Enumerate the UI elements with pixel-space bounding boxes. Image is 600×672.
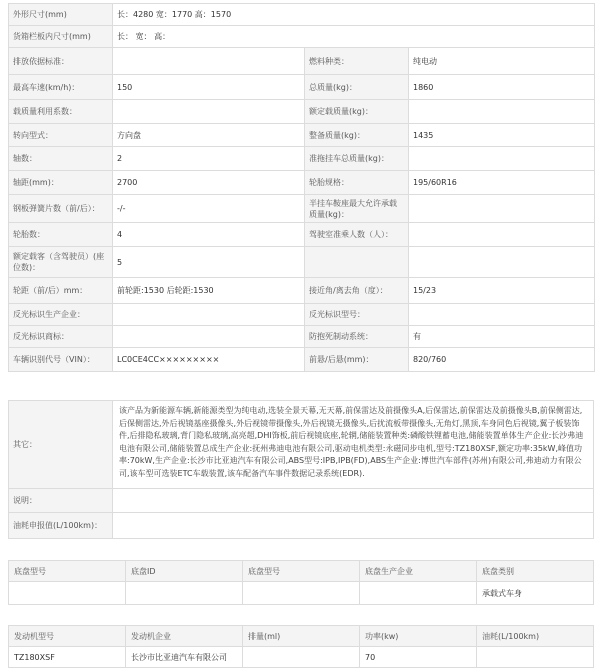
spec-label: 驾驶室准乘人数（人）： [305, 223, 409, 247]
spec-label: 总质量(kg)： [305, 75, 409, 100]
spec-label: 轮胎规格： [305, 171, 409, 195]
spec-label: 轴数： [9, 147, 113, 171]
engine-header: 发动机企业 [126, 626, 243, 647]
spec-value [409, 195, 595, 223]
spec-row-cargo-box [9, 26, 595, 48]
spec-label: 货箱栏板内尺寸(mm) [9, 26, 113, 48]
spec-value: 前轮距:1530 后轮距:1530 [113, 278, 305, 304]
notes-row-other [9, 401, 594, 489]
spec-label: 整备质量(kg)： [305, 124, 409, 147]
engine-header: 排量(ml) [243, 626, 360, 647]
spec-value: 5 [113, 247, 305, 278]
chassis-header: 底盘型号 [243, 561, 360, 582]
notes-row-fuel [9, 513, 594, 539]
spec-label: 轴距(mm)： [9, 171, 113, 195]
spec-value: 195/60R16 [409, 171, 595, 195]
spec-value: 4 [113, 223, 305, 247]
spec-label: 排放依据标准： [9, 48, 113, 75]
engine-header: 功率(kw) [360, 626, 477, 647]
vin-value: LC0CE4CC××××××××× [113, 348, 305, 372]
spec-label [305, 247, 409, 278]
spec-label: 燃料种类： [305, 48, 409, 75]
spec-value: 2700 [113, 171, 305, 195]
spec-value [409, 247, 595, 278]
spec-label: 轮胎数： [9, 223, 113, 247]
spec-label: 防抱死制动系统： [305, 326, 409, 348]
spec-label: 半挂车鞍座最大允许承载质量(kg)： [305, 195, 409, 223]
spec-label: 准拖挂车总质量(kg)： [305, 147, 409, 171]
spec-value: -/- [113, 195, 305, 223]
engine-header: 发动机型号 [9, 626, 126, 647]
remark-label: 说明： [9, 489, 113, 513]
spec-value: 纯电动 [409, 48, 595, 75]
spec-label: 反光标识商标： [9, 326, 113, 348]
spec-value [113, 326, 305, 348]
other-label: 其它： [9, 401, 113, 489]
engine-cell: 70 [360, 647, 477, 668]
spec-row [9, 223, 595, 247]
spec-row [9, 278, 595, 304]
notes-row-remark [9, 489, 594, 513]
spec-value [409, 147, 595, 171]
chassis-cell [9, 582, 126, 605]
spec-table [8, 3, 595, 372]
spec-value [113, 48, 305, 75]
spec-row [9, 304, 595, 326]
spec-value: 长：4280 宽：1770 高：1570 [113, 4, 595, 26]
remark-value [113, 489, 594, 513]
spec-row [9, 48, 595, 75]
spec-value: 方向盘 [113, 124, 305, 147]
spec-row [9, 124, 595, 147]
chassis-cell [360, 582, 477, 605]
chassis-header-row [9, 561, 594, 582]
notes-table [8, 400, 594, 539]
spec-value: 1860 [409, 75, 595, 100]
notes-section [8, 400, 594, 538]
spec-label: 转向型式： [9, 124, 113, 147]
spec-row [9, 171, 595, 195]
fuel-value [113, 513, 594, 539]
spec-value: 长： 宽： 高： [113, 26, 595, 48]
spec-value: 15/23 [409, 278, 595, 304]
engine-cell: TZ180XSF [9, 647, 126, 668]
spec-label: 车辆识别代号（VIN）： [9, 348, 113, 372]
spec-value: 820/760 [409, 348, 595, 372]
spec-label: 接近角/离去角（度）： [305, 278, 409, 304]
engine-cell [243, 647, 360, 668]
chassis-cell [126, 582, 243, 605]
spec-label: 外形尺寸(mm) [9, 4, 113, 26]
spec-row [9, 326, 595, 348]
chassis-header: 底盘生产企业 [360, 561, 477, 582]
spec-label: 额定载质量(kg)： [305, 100, 409, 124]
chassis-header: 底盘型号 [9, 561, 126, 582]
chassis-table [8, 560, 594, 605]
chassis-data-row [9, 582, 594, 605]
spec-value [409, 304, 595, 326]
spec-row-dimensions [9, 4, 595, 26]
chassis-header: 底盘类别 [477, 561, 594, 582]
spec-label: 反光标识生产企业： [9, 304, 113, 326]
spec-value [113, 304, 305, 326]
spec-value: 150 [113, 75, 305, 100]
spec-label: 钢板弹簧片数（前/后）： [9, 195, 113, 223]
spec-row [9, 100, 595, 124]
other-description: 该产品为新能源车辆,新能源类型为纯电动,选装全景天幕,无天幕,前保雷达及前摄像头A,后保雷达,前保雷达及前摄像头B,前保侧雷达,后保侧雷达,外后视镜基座摄像头,外后视镜带摄像头,外后视镜无摄像头,后扰流板带摄像头,无角灯,黑顶,车身同色后视镜,翼子板装饰件,后排隐私玻璃,背门隐私玻璃,高亮超,DHI饰板,前后视镜底座,轮辋,储能装置种类:磷酸铁锂蓄电池,储能装置单体生产企业:长沙弗迪电池有限公司,储能装置总成生产企业:抚州弗迪电池有限公司,驱动电机类型:永磁同步电机,型号:TZ180XSF,额定功率:35kW,峰值功率:70kW,生产企业:长沙市比亚迪汽车有限公司,ABS型号:IPB,IPB(FD),ABS生产企业:博世汽车部件(苏州)有限公司,弗迪动力有限公司,该车型可选装ETC车载装置,该车配备汽车事件数据记录系统(EDR). [113, 401, 594, 489]
chassis-cell [243, 582, 360, 605]
spec-value [409, 100, 595, 124]
spec-row [9, 195, 595, 223]
spec-value: 1435 [409, 124, 595, 147]
spec-label: 反光标识型号： [305, 304, 409, 326]
engine-cell [477, 647, 594, 668]
engine-cell: 长沙市比亚迪汽车有限公司 [126, 647, 243, 668]
engine-header: 油耗(L/100km) [477, 626, 594, 647]
spec-label: 载质量利用系数： [9, 100, 113, 124]
spec-row-vin [9, 348, 595, 372]
spec-row [9, 147, 595, 171]
engine-table [8, 625, 594, 668]
spec-label: 额定载客（含驾驶员）(座位数)： [9, 247, 113, 278]
spec-label: 前悬/后悬(mm)： [305, 348, 409, 372]
spec-row [9, 75, 595, 100]
chassis-header: 底盘ID [126, 561, 243, 582]
chassis-cell: 承载式车身 [477, 582, 594, 605]
spec-value [409, 223, 595, 247]
spec-value: 2 [113, 147, 305, 171]
spec-label: 轮距（前/后）mm： [9, 278, 113, 304]
spec-row [9, 247, 595, 278]
fuel-label: 油耗申报值(L/100km)： [9, 513, 113, 539]
engine-header-row [9, 626, 594, 647]
engine-data-row [9, 647, 594, 668]
spec-value [113, 100, 305, 124]
spec-label: 最高车速(km/h)： [9, 75, 113, 100]
spec-value: 有 [409, 326, 595, 348]
